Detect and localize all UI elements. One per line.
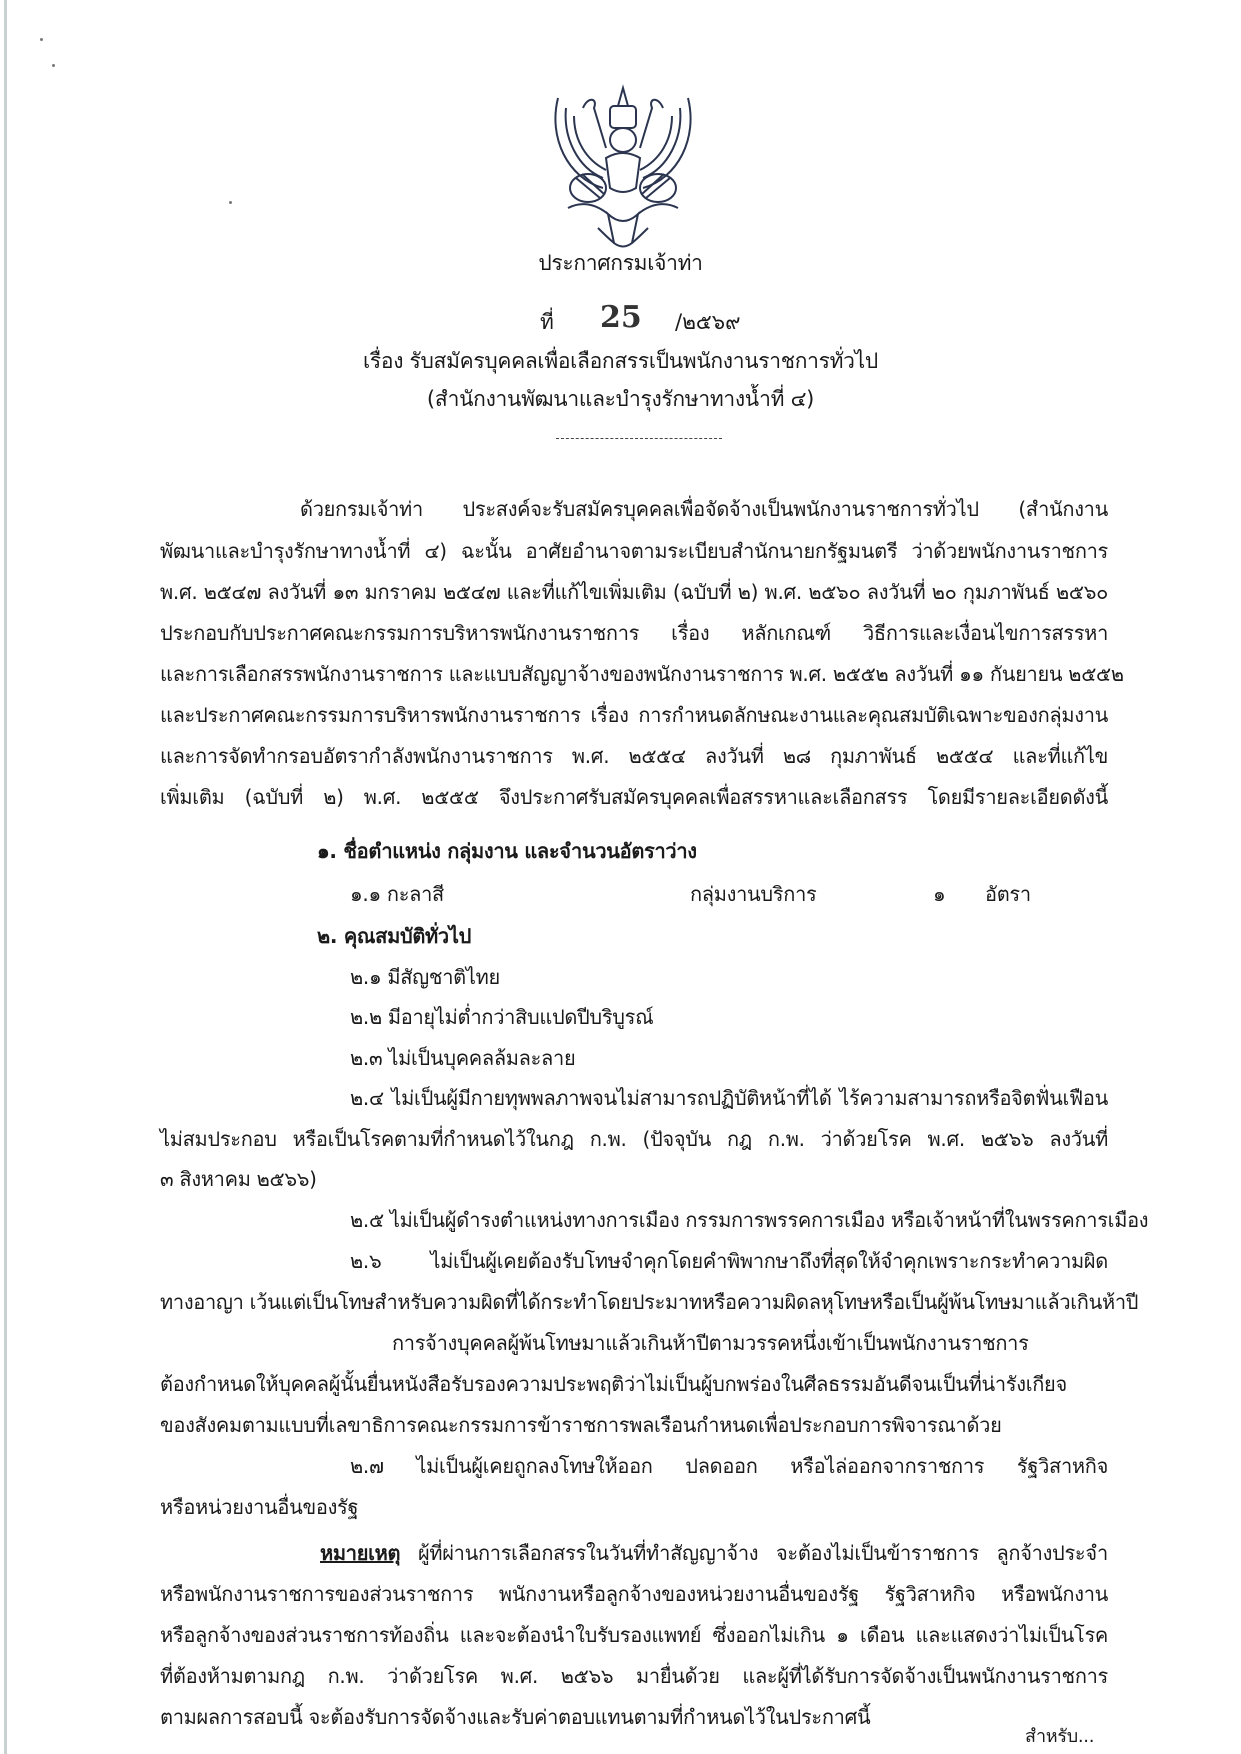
intro-line: ด้วยกรมเจ้าท่า ประสงค์จะรับสมัครบุคคลเพื่อจัดจ้างเป็นพนักงานราชการทั่วไป (สำนักงาน: [300, 497, 1108, 521]
intro-line: เพิ่มเติม (ฉบับที่ ๒) พ.ศ. ๒๕๕๕ จึงประกาศรับสมัครบุคคลเพื่อสรรหาและเลือกสรร โดยมีรายละเอียดดังนี้: [160, 785, 1108, 809]
note-label: หมายเหตุ: [320, 1541, 401, 1565]
intro-line: พัฒนาและบำรุงรักษาทางน้ำที่ ๔) ฉะนั้น อาศัยอำนาจตามระเบียบสำนักนายกรัฐมนตรี ว่าด้วยพนักงานราชการ: [160, 539, 1108, 563]
intro-line: พ.ศ. ๒๕๔๗ ลงวันที่ ๑๓ มกราคม ๒๕๔๗ และที่แก้ไขเพิ่มเติม (ฉบับที่ ๒) พ.ศ. ๒๕๖๐ ลงวันที่ ๒๐ กุมภาพันธ์ ๒๕๖๐: [160, 580, 1108, 604]
header-separator: [556, 438, 722, 439]
subject-unit: (สำนักงานพัฒนาและบำรุงรักษาทางน้ำที่ ๔): [426, 387, 815, 411]
qualification-item: ๒.๑ มีสัญชาติไทย: [350, 965, 500, 989]
announcement-number: [0, 302, 1241, 336]
qualification-item: ๒.๓ ไม่เป็นบุคคลล้มละลาย: [350, 1046, 576, 1070]
note-line: [320, 1540, 1108, 1566]
intro-line: และการเลือกสรรพนักงานราชการ และแบบสัญญาจ้างของพนักงานราชการ พ.ศ. ๒๕๕๒ ลงวันที่ ๑๑ กันยายน ๒๕๕๒: [160, 662, 1124, 686]
note-line: ที่ต้องห้ามตามกฎ ก.พ. ว่าด้วยโรค พ.ศ. ๒๕๖๖ มายื่นด้วย และผู้ที่ได้รับการจัดจ้างเป็นพนักงานราชการ: [160, 1664, 1108, 1688]
note-line: หรือพนักงานราชการของส่วนราชการ พนักงานหรือลูกจ้างของหน่วยงานอื่นของรัฐ รัฐวิสาหกิจ หรือพนักงาน: [160, 1582, 1108, 1606]
section2-heading: ๒. คุณสมบัติทั่วไป: [317, 924, 472, 948]
qualification-item-cont: ต้องกำหนดให้บุคคลผู้นั้นยื่นหนังสือรับรองความประพฤติว่าไม่เป็นผู้บกพร่องในศีลธรรมอันดีจนเป็นที่น่ารังเกียจ: [160, 1372, 1067, 1396]
qualification-item: ๒.๔ ไม่เป็นผู้มีกายทุพพลภาพจนไม่สามารถปฏิบัติหน้าที่ได้ ไร้ความสามารถหรือจิตฟั่นเฟือน: [350, 1086, 1108, 1110]
number-value: 25: [600, 300, 642, 335]
intro-line: และประกาศคณะกรรมการบริหารพนักงานราชการ เรื่อง การกำหนดลักษณะงานและคุณสมบัติเฉพาะของกลุ่มงาน: [160, 703, 1108, 727]
number-label: ที่: [540, 310, 554, 334]
issuer-title: ประกาศกรมเจ้าท่า: [538, 251, 703, 275]
qualification-item-cont: ไม่สมประกอบ หรือเป็นโรคตามที่กำหนดไว้ในกฎ ก.พ. (ปัจจุบัน กฎ ก.พ. ว่าด้วยโรค พ.ศ. ๒๕๖๖ ลงวันที่: [160, 1127, 1108, 1151]
continuation-text: สำหรับ...: [1025, 1726, 1095, 1747]
note-line: หรือลูกจ้างของส่วนราชการท้องถิ่น และจะต้องนำใบรับรองแพทย์ ซึ่งออกไม่เกิน ๑ เดือน และแสดงว่าไม่เป็นโรค: [160, 1623, 1108, 1647]
number-year: /๒๕๖๙: [675, 310, 741, 334]
qualification-item-cont: หรือหน่วยงานอื่นของรัฐ: [160, 1495, 359, 1519]
qualification-item: ๒.๕ ไม่เป็นผู้ดำรงตำแหน่งทางการเมือง กรรมการพรรคการเมือง หรือเจ้าหน้าที่ในพรรคการเมือง: [350, 1208, 1149, 1232]
qualification-item-cont: ของสังคมตามแบบที่เลขาธิการคณะกรรมการข้าราชการพลเรือนกำหนดเพื่อประกอบการพิจารณาด้วย: [160, 1413, 1002, 1437]
qualification-item-cont: การจ้างบุคคลผู้พ้นโทษมาแล้วเกินห้าปีตามวรรคหนึ่งเข้าเป็นพนักงานราชการ: [392, 1331, 1029, 1355]
position-count: ๑: [933, 882, 946, 906]
position-unit: อัตรา: [985, 882, 1031, 906]
position-group: กลุ่มงานบริการ: [690, 882, 817, 906]
scan-speck: [229, 201, 232, 204]
subject-line: เรื่อง รับสมัครบุคคลเพื่อเลือกสรรเป็นพนักงานราชการทั่วไป: [363, 349, 878, 373]
intro-line: และการจัดทำกรอบอัตรากำลังพนักงานราชการ พ.ศ. ๒๕๕๔ ลงวันที่ ๒๘ กุมภาพันธ์ ๒๕๕๔ และที่แก้ไข: [160, 744, 1108, 768]
scan-speck: [52, 64, 55, 67]
qualification-item: ๒.๒ มีอายุไม่ต่ำกว่าสิบแปดปีบริบูรณ์: [350, 1005, 654, 1029]
qualification-item: ๒.๖ ไม่เป็นผู้เคยต้องรับโทษจำคุกโดยคำพิพากษาถึงที่สุดให้จำคุกเพราะกระทำความผิด: [350, 1249, 1108, 1273]
garuda-emblem-icon: [548, 78, 698, 254]
intro-line: ประกอบกับประกาศคณะกรรมการบริหารพนักงานราชการ เรื่อง หลักเกณฑ์ วิธีการและเงื่อนไขการสรรหา: [160, 621, 1108, 645]
scan-speck: [40, 38, 43, 41]
qualification-item: ๒.๗ ไม่เป็นผู้เคยถูกลงโทษให้ออก ปลดออก หรือไล่ออกจากราชการ รัฐวิสาหกิจ: [350, 1454, 1108, 1478]
position-name: ๑.๑ กะลาสี: [350, 882, 444, 906]
section1-heading: ๑. ชื่อตำแหน่ง กลุ่มงาน และจำนวนอัตราว่าง: [317, 839, 697, 863]
note-line: ตามผลการสอบนี้ จะต้องรับการจัดจ้างและรับค่าตอบแทนตามที่กำหนดไว้ในประกาศนี้: [160, 1705, 871, 1729]
qualification-item-cont: ๓ สิงหาคม ๒๕๖๖): [160, 1167, 317, 1191]
qualification-item-cont: ทางอาญา เว้นแต่เป็นโทษสำหรับความผิดที่ได้กระทำโดยประมาทหรือความผิดลหุโทษหรือเป็นผู้พ้นโทษมาแล้วเกินห้าปี: [160, 1290, 1139, 1314]
note-text: ผู้ที่ผ่านการเลือกสรรในวันที่ทำสัญญาจ้าง จะต้องไม่เป็นข้าราชการ ลูกจ้างประจำ: [400, 1541, 1108, 1565]
